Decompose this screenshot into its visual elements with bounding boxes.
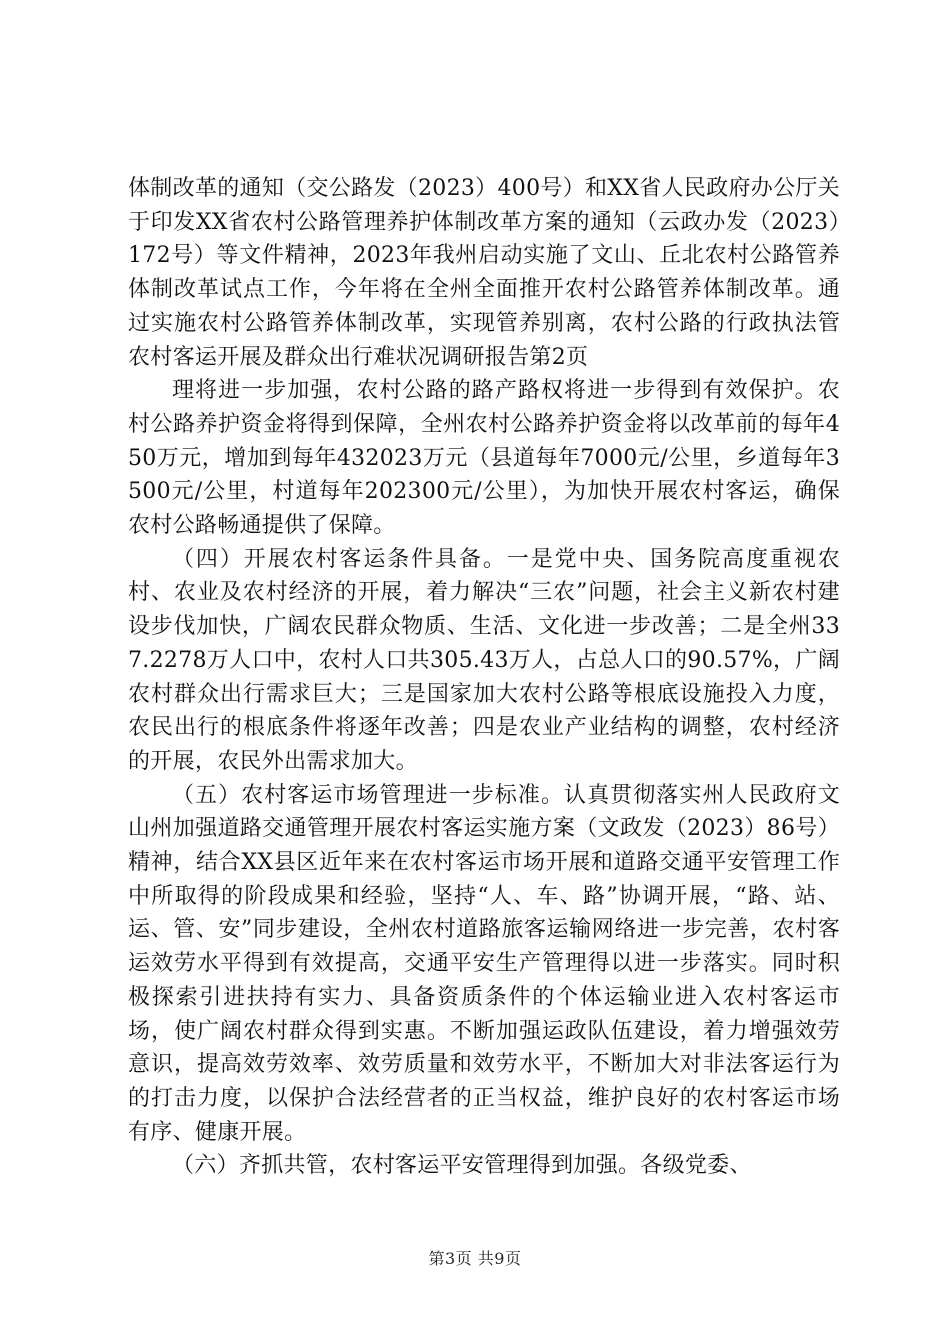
- paragraph-section-four-conditions: （四）开展农村客运条件具备。一是党中央、国务院高度重视农村、农业及农村经济的开展，着力解决“三农”问题，社会主义新农村建设步伐加快，广阔农民群众物质、生活、文化进一步改善；二是全州337.2278万人口中，农村人口共305.43万人，占总人口的90.57%，广阔农村群众出行需求巨大；三是国家加大农村公路等根底设施投入力度，农民出行的根底条件将逐年改善；四是农业产业结构的调整，农村经济的开展，农民外出需求加大。: [128, 546, 840, 774]
- paragraph-section-five-market-management: （五）农村客运市场管理进一步标准。认真贯彻落实州人民政府文山州加强道路交通管理开展农村客运实施方案（文政发（2023）86号）精神，结合XX县区近年来在农村客运市场开展和道路交通平安管理工作中所取得的阶段成果和经验，坚持“人、车、路”协调开展，“路、站、运、管、安”同步建设，全州农村道路旅客运输网络进一步完善，农村客运效劳水平得到有效提高，交通平安生产管理得以进一步落实。同时积极探索引进扶持有实力、具备资质条件的个体运输业进入农村客运市场，使广阔农村群众得到实惠。不断加强运政队伍建设，着力增强效劳意识，提高效劳效率、效劳质量和效劳水平，不断加大对非法客运行为的打击力度，以保护合法经营者的正当权益，维护良好的农村客运市场有序、健康开展。: [128, 782, 840, 1145]
- paragraph-continued-reform-notice: 体制改革的通知（交公路发（2023）400号）和XX省人民政府办公厅关于印发XX省农村公路管理养护体制改革方案的通知（云政办发（2023）172号）等文件精神，2023年我州启动实施了文山、丘北农村公路管养体制改革试点工作，今年将在全州全面推开农村公路管养体制改革。通过实施农村公路管养体制改革，实现管养别离，农村公路的行政执法管农村客运开展及群众出行难状况调研报告第2页: [128, 176, 840, 370]
- page-number-footer: 第3页 共9页: [428, 1249, 522, 1268]
- paragraph-road-rights-funding: 理将进一步加强，农村公路的路产路权将进一步得到有效保护。农村公路养护资金将得到保障，全州农村公路养护资金将以改革前的每年450万元，增加到每年432023万元（县道每年7000元/公里，乡道每年3500元/公里，村道每年202300元/公里），为加快开展农村客运，确保农村公路畅通提供了保障。: [128, 378, 840, 539]
- paragraph-section-six-safety: （六）齐抓共管，农村客运平安管理得到加强。各级党委、: [172, 1153, 752, 1179]
- document-body: [128, 172, 840, 1183]
